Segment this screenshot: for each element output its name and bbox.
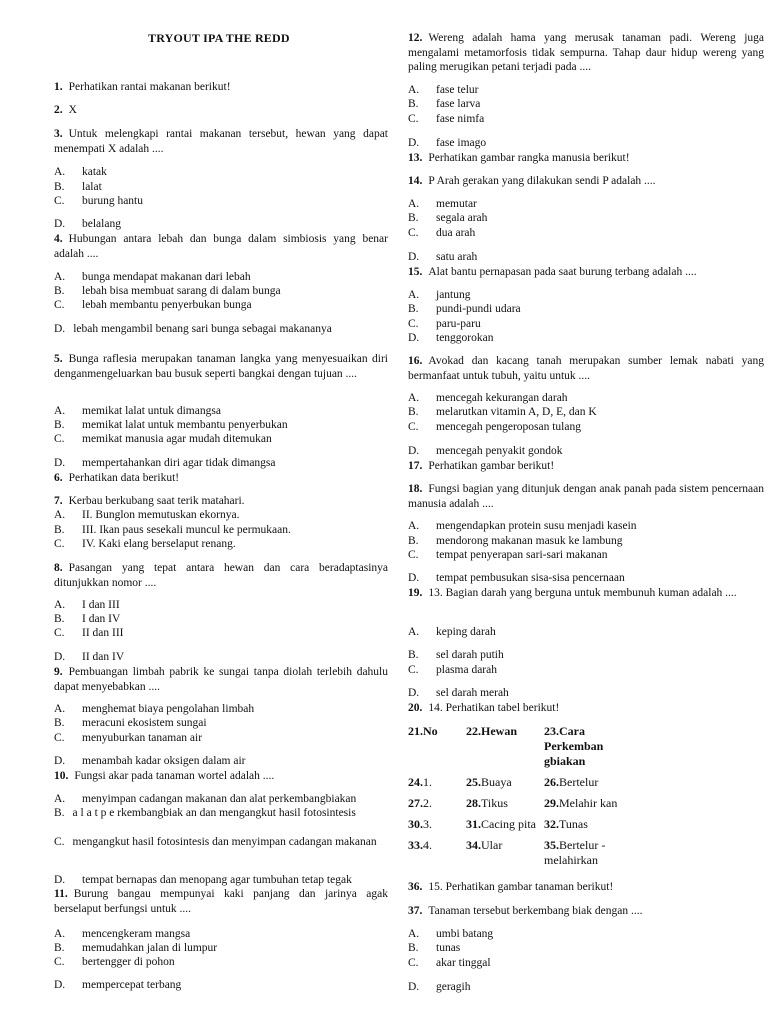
answer-option [408,405,597,420]
option-text: mempertahankan diri agar tidak dimangsa [82,457,276,469]
option-letter: D. [408,332,420,344]
answer-option [408,97,480,112]
table-cell [466,769,544,790]
answer-option [54,873,352,888]
option-text: fase telur [436,84,479,96]
option-text: umbi batang [436,928,494,940]
question-text: 15. Perhatikan gambar tanaman berikut! [428,881,614,893]
option-letter: A. [54,599,66,611]
answer-option [408,112,484,127]
answer-option [54,270,251,285]
question [408,174,764,189]
answer-option [54,508,239,523]
cell-text: Bertelur [559,775,599,789]
option-text: I dan III [82,599,120,611]
answer-option [408,927,493,942]
question-number: 37. [408,905,423,917]
cell-number: 30. [408,817,423,831]
answer-option [408,83,478,98]
option-text: tempat pembusukan sisa-sisa pencernaan [436,572,625,584]
cell-text: Tikus [481,796,508,810]
option-letter: B. [54,807,65,819]
option-text: lebah mengambil benang sari bunga sebagai makananya [73,323,332,335]
answer-option [54,537,236,552]
table-header-no: 21.No [408,724,438,738]
question-text: Fungsi bagian yang ditunjuk dengan anak panah pada sistem pencernaan manusia adalah .... [408,483,764,510]
question [54,127,388,156]
answer-option [54,754,246,769]
option-text: mendorong makanan masuk ke lambung [436,535,623,547]
answer-option [54,217,121,232]
question [54,769,388,784]
option-text: meracuni ekosistem sungai [82,717,207,729]
cell-number: 25. [466,775,481,789]
table-cell [544,832,628,868]
answer-option [408,519,637,534]
option-text: burung hantu [82,195,144,207]
answer-option [54,716,207,731]
answer-option [408,625,496,640]
option-text: memudahkan jalan di lumpur [82,942,218,954]
option-letter: B. [408,649,419,661]
question-text: Wereng adalah hama yang merusak tanaman padi. Wereng juga mengalami metamorfosis tidak sempurna. Tahap daur hidup wereng yang paling merugikan petani terjadi pada .... [408,32,764,73]
option-text: melarutkan vitamin A, D, E, dan K [436,406,597,418]
option-text: mencegah kekurangan darah [436,392,568,404]
answer-option [408,250,477,265]
option-text: II dan IV [82,651,125,663]
option-letter: D. [54,218,66,230]
option-letter: A. [54,703,66,715]
option-letter: C. [54,195,65,207]
option-text: mencegah penyakit gondok [436,445,563,457]
question [408,880,764,895]
question-text: Alat bantu pernapasan pada saat burung terbang adalah .... [428,266,697,278]
option-text: sel darah putih [436,649,504,661]
answer-option [408,548,607,563]
answer-option [54,612,120,627]
answer-option [408,663,497,678]
question-number: 19. [408,587,423,599]
question-text: 13. Bagian darah yang berguna untuk membunuh kuman adalah .... [428,587,737,599]
question-text: Perhatikan gambar rangka manusia berikut! [428,152,630,164]
option-text: tunas [436,942,461,954]
table-cell [408,832,466,868]
question-number: 6. [54,472,63,484]
option-letter: B. [54,419,65,431]
question-number: 15. [408,266,423,278]
option-letter: B. [54,613,65,625]
cell-text: 2. [423,796,432,810]
table-cell [466,790,544,811]
question-number: 18. [408,483,423,495]
page-title: TRYOUT IPA THE REDD [148,31,290,45]
option-letter: B. [408,942,419,954]
option-text: III. Ikan paus sesekali muncul ke permukaan. [82,524,291,536]
answer-option [408,980,470,995]
question [54,494,388,509]
option-letter: D. [408,445,420,457]
question-number: 13. [408,152,423,164]
option-text: lebah bisa membuat sarang di dalam bunga [82,285,281,297]
option-text: mengendapkan protein susu menjadi kasein [436,520,637,532]
option-text: keping darah [436,626,496,638]
answer-option [54,955,175,970]
answer-option [408,956,491,971]
table-row [408,790,628,811]
option-text: bunga mendapat makanan dari lebah [82,271,251,283]
answer-option [408,648,504,663]
option-text: lebah membantu penyerbukan bunga [82,299,252,311]
option-letter: D. [54,457,66,469]
cell-text: Melahir kan [559,796,618,810]
answer-option [408,302,521,317]
question-number: 5. [54,353,63,365]
answer-option [408,317,481,332]
answer-option [408,136,486,151]
question-number: 12. [408,32,423,44]
answer-option [408,941,460,956]
option-letter: A. [54,509,66,521]
question-text: Hubungan antara lebah dan bunga dalam simbiosis yang benar adalah .... [54,233,388,260]
table-cell [544,769,628,790]
option-letter: C. [54,433,65,445]
option-text: memikat lalat untuk membantu penyerbukan [82,419,288,431]
option-text: memikat lalat untuk dimangsa [82,405,221,417]
answer-option [408,226,475,241]
option-letter: B. [54,181,65,193]
option-text: tempat bernapas dan menopang agar tumbuhan tetap tegak [82,874,352,886]
option-letter: D. [408,137,420,149]
option-letter: A. [54,793,66,805]
question-number: 4. [54,233,63,245]
table-cell [466,811,544,832]
option-text: segala arah [436,212,488,224]
cell-text: Bertelur -melahirkan [544,838,606,867]
option-letter: A. [408,392,420,404]
option-text: a l a t p e rkembangbiak an dan mengangkut hasil fotosintesis [72,807,356,819]
answer-option [54,806,388,821]
option-letter: C. [54,836,65,848]
question-text: 14. Perhatikan tabel berikut! [428,702,560,714]
option-text: mencengkeram mangsa [82,928,191,940]
answer-option [54,731,202,746]
option-text: II dan III [82,627,124,639]
option-text: I dan IV [82,613,121,625]
cell-number: 24. [408,775,423,789]
question [408,586,764,601]
option-letter: C. [408,421,419,433]
option-letter: C. [408,318,419,330]
question-number: 9. [54,666,63,678]
option-letter: A. [408,289,420,301]
option-letter: C. [408,664,419,676]
cell-text: 1. [423,775,432,789]
question-number: 10. [54,770,69,782]
answer-option [54,626,124,641]
cell-number: 34. [466,838,481,852]
option-letter: D. [408,572,420,584]
option-letter: A. [408,520,420,532]
option-letter: D. [54,323,66,335]
option-text: fase larva [436,98,481,110]
answer-option [54,322,388,337]
option-text: fase imago [436,137,487,149]
option-letter: B. [54,942,65,954]
question-number: 2. [54,104,63,116]
option-letter: B. [408,535,419,547]
option-letter: C. [408,957,419,969]
option-text: dua arah [436,227,476,239]
cell-text: Cacing pita [481,817,536,831]
question-text: Perhatikan rantai makanan berikut! [68,81,231,93]
answer-option [54,650,124,665]
question [54,471,388,486]
option-text: katak [82,166,107,178]
question-number: 3. [54,128,63,140]
option-text: mempercepat terbang [82,979,182,991]
answer-option [54,404,221,419]
question-text: Perhatikan data berikut! [68,472,180,484]
option-letter: A. [54,405,66,417]
question-text: Pasangan yang tepat antara hewan dan cara beradaptasinya ditunjukkan nomor .... [54,562,388,589]
question-text: Bunga raflesia merupakan tanaman langka yang menyesuaikan diri denganmengeluarkan bau busuk seperti bangkai dengan tujuan .... [54,353,388,380]
option-letter: B. [408,98,419,110]
table-cell [544,790,628,811]
answer-option [54,523,291,538]
answer-option [54,180,102,195]
answer-option [408,288,471,303]
question-text: X [68,104,77,116]
option-letter: A. [54,166,66,178]
option-text: plasma darah [436,664,497,676]
question-text: Untuk melengkapi rantai makanan tersebut, hewan yang dapat menempati X adalah .... [54,128,388,155]
question-text: Perhatikan gambar berikut! [428,460,555,472]
option-text: menambah kadar oksigen dalam air [82,755,246,767]
cell-number: 26. [544,775,559,789]
option-letter: D. [408,981,420,993]
question [408,265,764,280]
answer-option [54,298,252,313]
option-letter: D. [54,874,66,886]
option-text: fase nimfa [436,113,485,125]
option-letter: C. [54,732,65,744]
cell-number: 31. [466,817,481,831]
question [54,80,388,95]
table-cell [544,811,628,832]
option-text: memutar [436,198,477,210]
option-text: belalang [82,218,121,230]
option-letter: C. [408,549,419,561]
table-cell [408,811,466,832]
question [54,561,388,590]
cell-number: 29. [544,796,559,810]
option-letter: D. [54,651,66,663]
option-text: II. Bunglon memutuskan ekornya. [82,509,240,521]
cell-text: 4. [423,838,432,852]
answer-option [54,978,181,993]
question-number: 20. [408,702,423,714]
option-text: IV. Kaki elang berselaput renang. [82,538,236,550]
answer-option [54,432,272,447]
cell-number: 27. [408,796,423,810]
option-letter: A. [408,198,420,210]
answer-option [54,598,120,613]
answer-option [54,418,288,433]
option-letter: C. [54,299,65,311]
option-text: sel darah merah [436,687,509,699]
question-number: 14. [408,175,423,187]
answer-option [408,391,568,406]
question-text: Burung bangau mempunyai kaki panjang dan jarinya agak berselaput berfungsi untuk .... [54,888,388,915]
answer-option [54,702,254,717]
answer-option [408,571,625,586]
option-text: geragih [436,981,471,993]
option-text: tempat penyerapan sari-sari makanan [436,549,608,561]
question [408,354,764,383]
option-text: memikat manusia agar mudah ditemukan [82,433,272,445]
answer-option [408,197,477,212]
table-header-hewan: 22.Hewan [466,724,517,738]
answer-option [54,194,143,209]
cell-number: 28. [466,796,481,810]
question-number: 36. [408,881,423,893]
table-header-cara: 23.Cara Perkemban gbiakan [544,724,604,768]
question-text: Tanaman tersebut berkembang biak dengan .... [428,905,643,917]
option-text: tenggorokan [436,332,494,344]
option-text: jantung [436,289,471,301]
table-row [408,811,628,832]
option-letter: A. [408,84,420,96]
answer-option [408,534,623,549]
option-letter: B. [54,524,65,536]
question [408,459,764,474]
answer-option [54,835,388,850]
answer-option [54,941,217,956]
option-text: lalat [82,181,102,193]
question-text: Pembuangan limbah pabrik ke sungai tanpa diolah terlebih dahulu dapat menyebabkan .... [54,666,388,693]
question-text: Kerbau berkubang saat terik matahari. [68,495,245,507]
table-cell [466,832,544,868]
cell-text: 3. [423,817,432,831]
option-letter: B. [408,406,419,418]
option-letter: D. [408,251,420,263]
option-letter: C. [54,956,65,968]
question [54,232,388,261]
question [408,904,764,919]
option-letter: C. [408,227,419,239]
option-letter: B. [408,212,419,224]
option-letter: B. [408,303,419,315]
option-letter: D. [408,687,420,699]
answer-option [408,420,581,435]
cell-text: Ular [481,838,503,852]
question-text: P Arah gerakan yang dilakukan sendi P adalah .... [428,175,656,187]
answer-option [54,284,281,299]
cell-text: Tunas [559,817,588,831]
question-text: Fungsi akar pada tanaman wortel adalah .... [74,770,275,782]
question-number: 17. [408,460,423,472]
question-number: 8. [54,562,63,574]
question [408,701,764,716]
answer-option [408,686,509,701]
option-letter: A. [408,626,420,638]
table-cell [408,790,466,811]
cell-number: 33. [408,838,423,852]
table-cell [408,769,466,790]
option-text: mengangkut hasil fotosintesis dan menyimpan cadangan makanan [72,836,377,848]
option-text: menyimpan cadangan makanan dan alat perkembangbiakan [82,793,357,805]
question [54,352,388,381]
option-letter: C. [408,113,419,125]
question [54,103,388,118]
option-letter: B. [54,717,65,729]
answer-option [54,456,276,471]
question [408,482,764,511]
answer-option [54,927,190,942]
cell-number: 35. [544,838,559,852]
answer-option [54,792,356,807]
question-number: 16. [408,355,423,367]
reproduction-table [408,724,628,868]
question-number: 1. [54,81,63,93]
option-text: bertengger di pohon [82,956,175,968]
option-text: paru-paru [436,318,481,330]
answer-option [408,331,493,346]
question-text: Avokad dan kacang tanah merupakan sumber lemak nabati yang bermanfaat untuk tubuh, yaitu untuk .... [408,355,764,382]
cell-number: 32. [544,817,559,831]
question-number: 7. [54,495,63,507]
option-letter: A. [54,271,66,283]
question [54,665,388,694]
question-number: 11. [54,888,68,900]
question [408,151,764,166]
table-row [408,769,628,790]
answer-option [54,165,107,180]
cell-text: Buaya [481,775,512,789]
option-letter: A. [54,928,66,940]
option-letter: D. [54,755,66,767]
option-letter: C. [54,538,65,550]
option-text: menghemat biaya pengolahan limbah [82,703,255,715]
option-letter: B. [54,285,65,297]
option-letter: C. [54,627,65,639]
option-letter: A. [408,928,420,940]
answer-option [408,444,562,459]
answer-option [408,211,487,226]
question [408,31,764,75]
table-row [408,832,628,868]
option-text: menyuburkan tanaman air [82,732,203,744]
option-letter: D. [54,979,66,991]
option-text: pundi-pundi udara [436,303,521,315]
option-text: akar tinggal [436,957,491,969]
question [54,887,388,916]
option-text: satu arah [436,251,478,263]
option-text: mencegah pengeroposan tulang [436,421,581,433]
